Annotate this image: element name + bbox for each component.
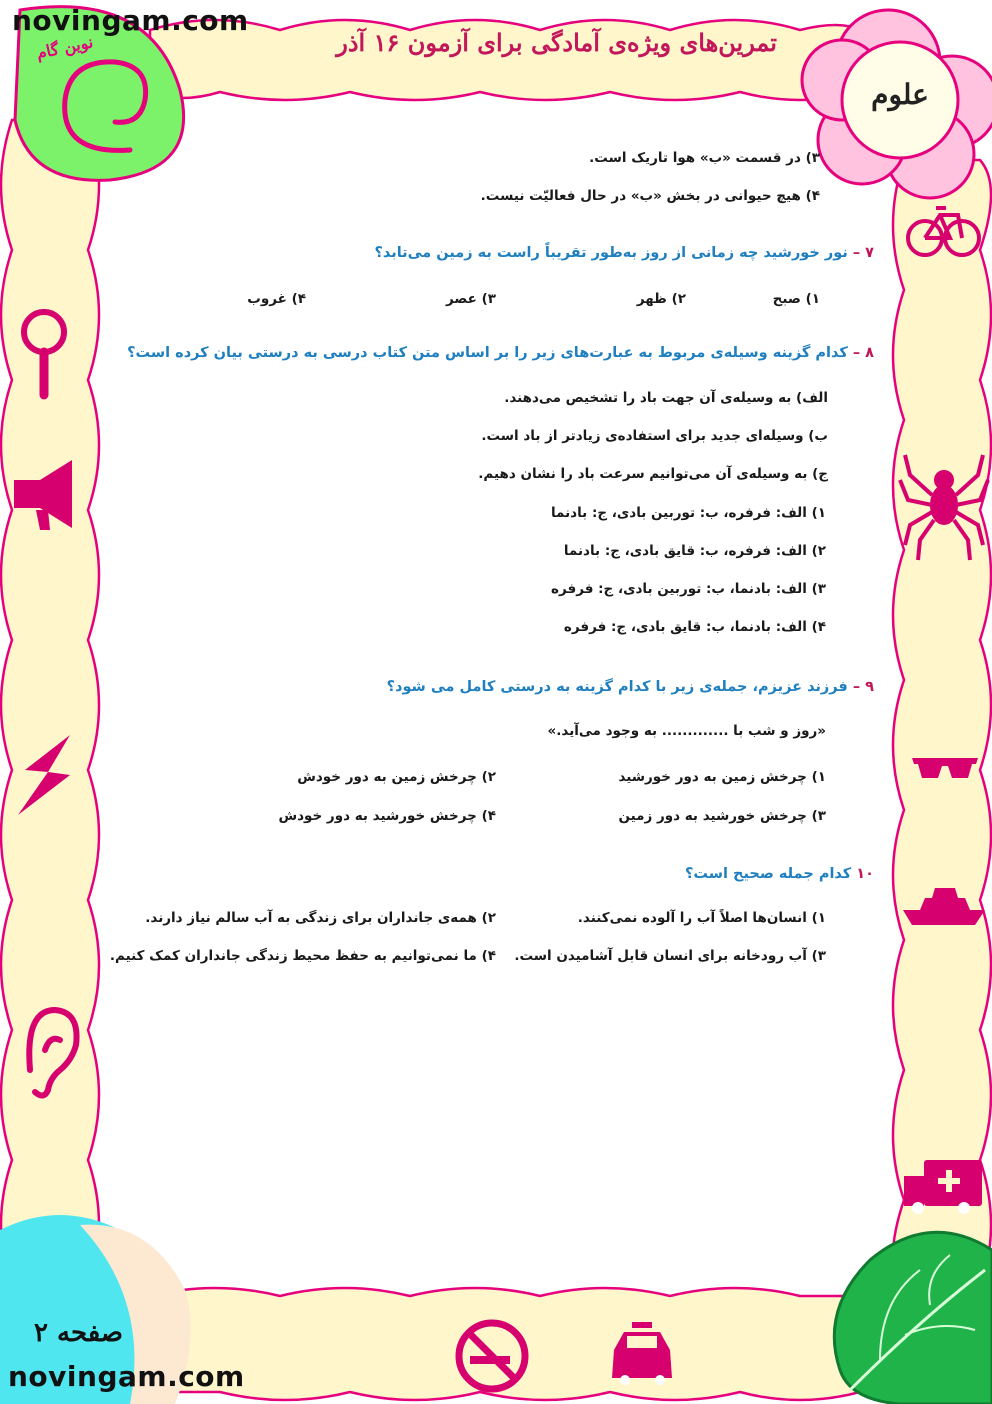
frame-strip-left [1, 120, 99, 1290]
prev-option-4: ۴) هیچ حیوانی در بخش «ب» در حال فعالیّت نیست. [480, 188, 820, 204]
q7-option-4[interactable]: ۴) غروب [247, 291, 306, 307]
q8-option-3[interactable]: ۳) الف: بادنما، ب: توربین بادی، ج: فرفره [550, 581, 826, 597]
question-10 [685, 866, 874, 882]
question-text: نور خورشید چه زمانی از روز به‌طور تقریباً راست به زمین می‌تابد؟ [374, 245, 848, 261]
q8-statement-b: ب) وسیله‌ای جدید برای استفاده‌ی زیادتر از باد است. [481, 428, 828, 444]
question-7 [374, 245, 874, 261]
question-number: ۹ – [852, 679, 874, 695]
leaf-icon [834, 1232, 992, 1404]
q10-option-4[interactable]: ۴) ما نمی‌توانیم به حفظ محیط زندگی جانداران کمک کنیم. [109, 948, 496, 964]
question-9 [387, 679, 874, 695]
page-number: صفحه ۲ [34, 1318, 123, 1348]
q8-statement-c: ج) به وسیله‌ی آن می‌توانیم سرعت باد را نشان دهیم. [478, 466, 828, 482]
brand-top[interactable]: novingam.com [12, 4, 249, 37]
q8-option-2[interactable]: ۲) الف: فرفره، ب: قایق بادی، ج: بادنما [563, 543, 826, 559]
q9-sentence: «روز و شب با ............. به وجود می‌آید.» [547, 723, 826, 739]
brand-bottom[interactable]: novingam.com [8, 1360, 245, 1393]
corner-logo-text: نوین گام [34, 32, 95, 63]
q9-option-4[interactable]: ۴) چرخش خورشید به دور خودش [278, 808, 496, 824]
q9-option-3[interactable]: ۳) چرخش خورشید به دور زمین [618, 808, 826, 824]
q10-option-3[interactable]: ۳) آب رودخانه برای انسان قابل آشامیدن است. [514, 948, 826, 964]
q7-option-1[interactable]: ۱) صبح [772, 291, 820, 307]
question-8 [127, 345, 874, 361]
q10-option-1[interactable]: ۱) انسان‌ها اصلاً آب را آلوده نمی‌کنند. [577, 910, 826, 926]
q9-option-2[interactable]: ۲) چرخش زمین به دور خودش [297, 769, 496, 785]
q9-option-1[interactable]: ۱) چرخش زمین به دور خورشید [618, 769, 826, 785]
q8-option-4[interactable]: ۴) الف: بادنما، ب: قایق بادی، ج: فرفره [563, 619, 826, 635]
page-title: تمرین‌های ویژه‌ی آمادگی برای آزمون ۱۶ آذر [336, 28, 777, 57]
frame-strip-right [893, 160, 991, 1290]
question-text: کدام جمله صحیح است؟ [684, 866, 852, 882]
q7-option-2[interactable]: ۲) ظهر [636, 291, 686, 307]
question-number: ۱۰ [856, 866, 874, 882]
q10-option-2[interactable]: ۲) همه‌ی جانداران برای زندگی به آب سالم نیاز دارند. [145, 910, 496, 926]
question-number: ۷ – [852, 245, 874, 261]
q8-option-1[interactable]: ۱) الف: فرفره، ب: توربین بادی، ج: بادنما [550, 505, 826, 521]
subject-label: علوم [871, 78, 929, 111]
prev-option-3: ۳) در قسمت «ب» هوا تاریک است. [589, 150, 820, 166]
question-text: کدام گزینه وسیله‌ی مربوط به عبارت‌های زیر را بر اساس متن کتاب درسی به درستی بیان کرده است؟ [127, 345, 848, 361]
question-text: فرزند عزیزم، جمله‌ی زیر با کدام گزینه به درستی کامل می شود؟ [386, 679, 848, 695]
q7-option-3[interactable]: ۳) عصر [445, 291, 496, 307]
question-number: ۸ – [852, 345, 874, 361]
q8-statement-a: الف) به وسیله‌ی آن جهت باد را تشخیص می‌دهند. [504, 390, 828, 406]
